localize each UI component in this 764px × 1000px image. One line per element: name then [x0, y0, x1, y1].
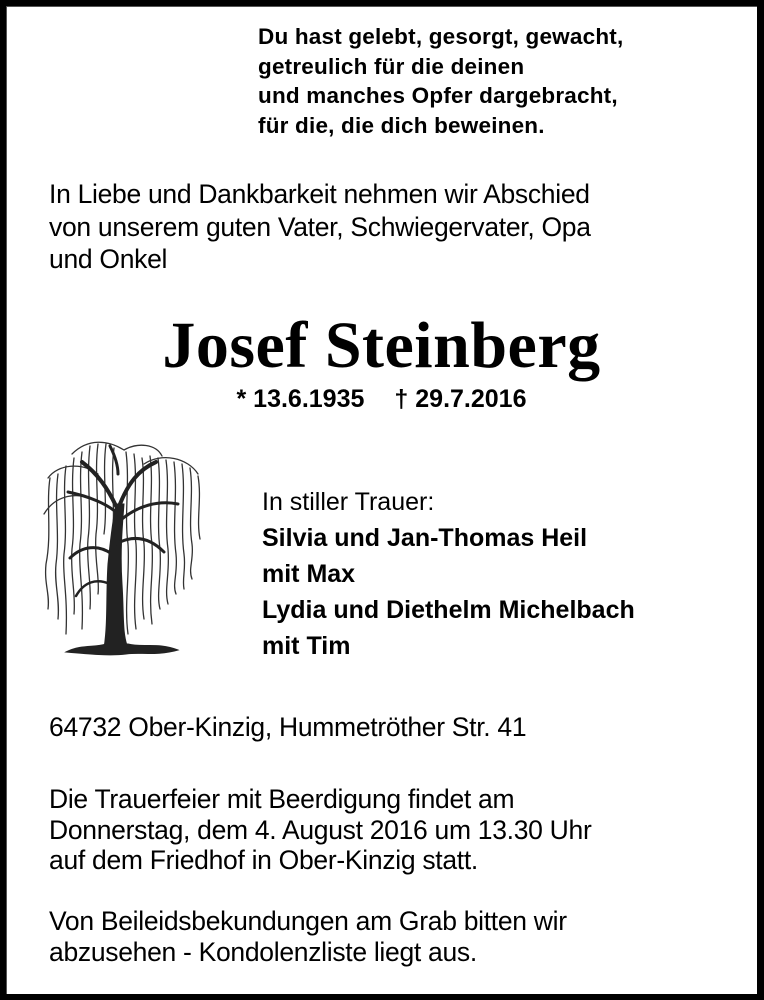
intro-line: In Liebe und Dankbarkeit nehmen wir Abschied — [49, 179, 590, 209]
funeral-details — [49, 784, 749, 876]
ceremony-line: auf dem Friedhof in Ober-Kinzig statt. — [49, 845, 478, 875]
mourner-line: mit Max — [262, 560, 356, 588]
mourners-list — [262, 484, 742, 664]
deceased-name: Josef Steinberg — [162, 309, 601, 382]
family-address: 64732 Ober-Kinzig, Hummetröther Str. 41 — [49, 712, 527, 742]
verse-line: und manches Opfer dargebracht, — [258, 83, 618, 108]
memorial-verse — [258, 22, 738, 140]
death-date: † 29.7.2016 — [394, 385, 527, 413]
mourners-heading: In stiller Trauer: — [262, 488, 435, 516]
birth-date: * 13.6.1935 — [236, 385, 365, 413]
verse-line: getreulich für die deinen — [258, 53, 525, 79]
ceremony-line: Donnerstag, dem 4. August 2016 um 13.30 Uhr — [49, 814, 592, 845]
mourner-line: Lydia und Diethelm Michelbach — [262, 596, 635, 624]
intro-line: von unserem guten Vater, Schwiegervater, Opa — [49, 211, 591, 242]
closing-line: abzusehen - Kondolenzliste liegt aus. — [49, 937, 477, 967]
intro-line: und Onkel — [49, 244, 168, 274]
mourner-line: Silvia und Jan-Thomas Heil — [262, 524, 588, 552]
condolence-note — [49, 906, 749, 968]
ceremony-line: Die Trauerfeier mit Beerdigung findet am — [49, 784, 515, 814]
obituary-notice — [6, 6, 757, 994]
verse-line: für die, die dich beweinen. — [258, 112, 545, 138]
verse-line: Du hast gelebt, gesorgt, gewacht, — [258, 24, 624, 49]
mourner-line: mit Tim — [262, 632, 351, 660]
intro-text — [49, 178, 739, 276]
closing-line: Von Beileidsbekundungen am Grab bitten wir — [49, 906, 567, 936]
weeping-willow-tree-icon — [38, 434, 214, 660]
life-dates — [6, 384, 757, 414]
